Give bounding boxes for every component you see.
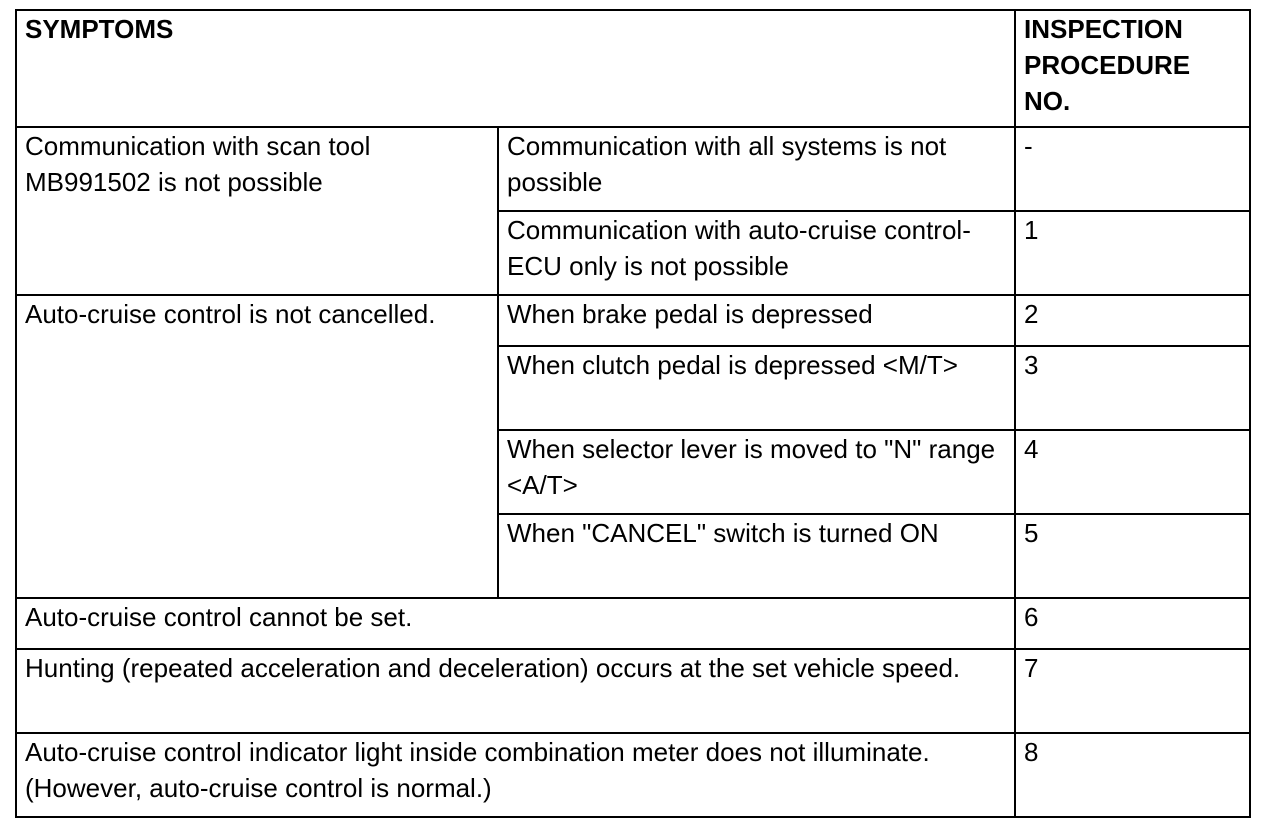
symptom-cell: Auto-cruise control is not cancelled. [16,295,498,598]
condition-cell: When brake pedal is depressed [498,295,1015,346]
symptoms-header: SYMPTOMS [16,10,1015,127]
condition-cell: When clutch pedal is depressed <M/T> [498,346,1015,430]
symptoms-table [15,9,1251,818]
procedure-cell: 3 [1015,346,1250,430]
condition-cell: When "CANCEL" switch is turned ON [498,514,1015,598]
table-row [16,733,1250,817]
procedure-cell: 8 [1015,733,1250,817]
procedure-cell: 6 [1015,598,1250,649]
procedure-cell: 5 [1015,514,1250,598]
condition-cell: Communication with all systems is not possible [498,127,1015,211]
table-row [16,649,1250,733]
table-row [16,598,1250,649]
condition-cell: Communication with auto-cruise control-ECU only is not possible [498,211,1015,295]
table-row [16,295,1250,346]
condition-cell: When selector lever is moved to "N" range <A/T> [498,430,1015,514]
symptom-cell: Auto-cruise control cannot be set. [16,598,1015,649]
procedure-cell: 1 [1015,211,1250,295]
table-row [16,127,1250,211]
procedure-cell: 4 [1015,430,1250,514]
procedure-cell: - [1015,127,1250,211]
symptom-cell: Auto-cruise control indicator light inside combination meter does not illuminate. (However, auto-cruise control is normal.) [16,733,1015,817]
symptom-cell: Hunting (repeated acceleration and deceleration) occurs at the set vehicle speed. [16,649,1015,733]
symptom-cell: Communication with scan tool MB991502 is not possible [16,127,498,295]
procedure-cell: 7 [1015,649,1250,733]
header-row [16,10,1250,127]
procedure-header: INSPECTION PROCEDURE NO. [1015,10,1250,127]
procedure-cell: 2 [1015,295,1250,346]
